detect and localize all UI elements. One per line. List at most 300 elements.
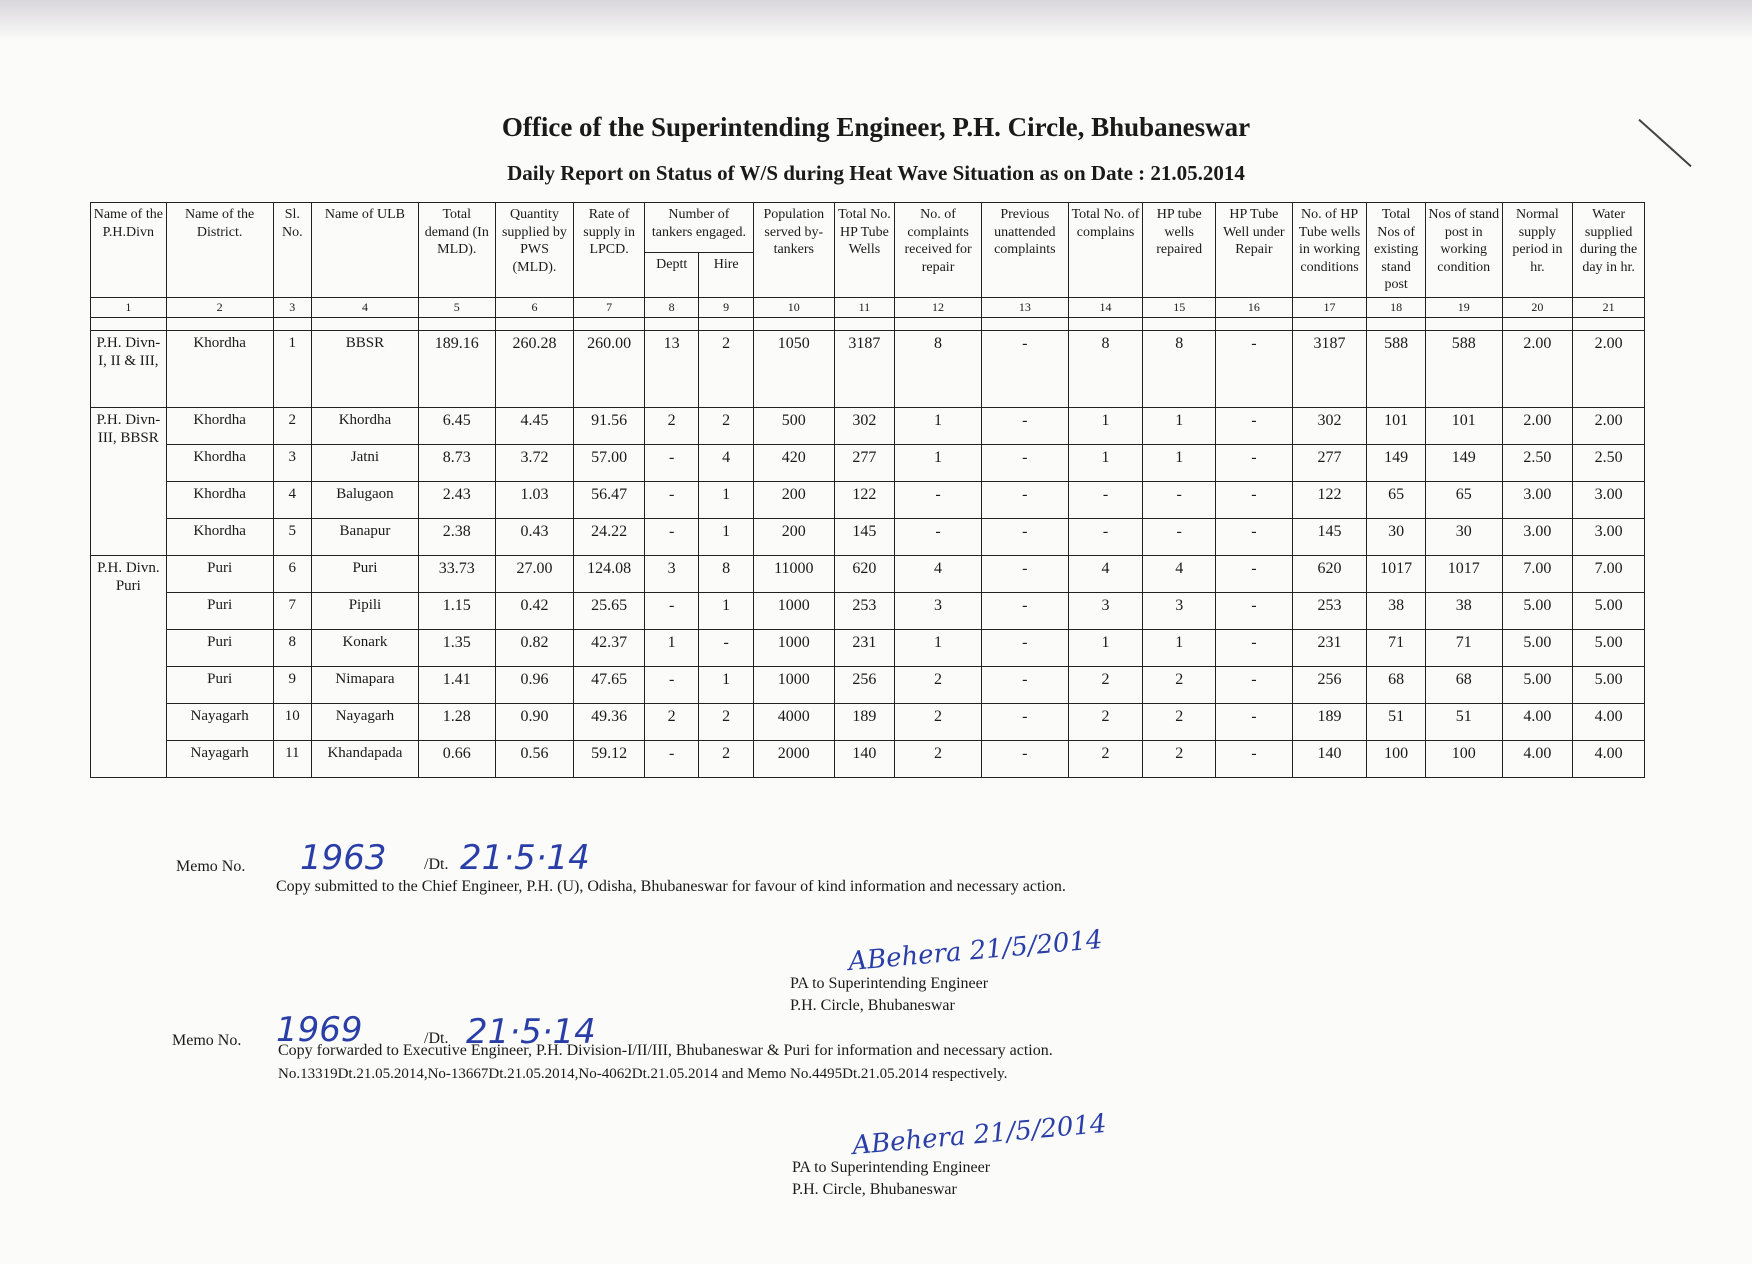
table-cell: 3: [273, 444, 311, 481]
table-cell: 1000: [753, 592, 834, 629]
column-index-cell: 18: [1367, 297, 1426, 317]
table-cell: 124.08: [574, 555, 645, 592]
table-cell: 8: [273, 629, 311, 666]
header-cell: Name of the District.: [166, 203, 273, 298]
table-cell: 25.65: [574, 592, 645, 629]
table-cell: 0.96: [495, 666, 574, 703]
table-cell: Nayagarh: [166, 703, 273, 740]
blank-cell: [1573, 317, 1645, 330]
header-cell: No. of complaints received for repair: [895, 203, 982, 298]
table-cell: 620: [834, 555, 895, 592]
division-cell: P.H. Divn-I, II & III,: [91, 330, 167, 407]
table-cell: -: [1216, 703, 1293, 740]
table-cell: -: [1216, 740, 1293, 777]
table-cell: 42.37: [574, 629, 645, 666]
table-cell: 1: [699, 481, 754, 518]
column-index-cell: 17: [1292, 297, 1367, 317]
table-cell: 6: [273, 555, 311, 592]
memo2-text-1: Copy forwarded to Executive Engineer, P.H. Division-I/II/III, Bhubaneswar & Puri for information and necessary action.: [278, 1042, 1053, 1059]
blank-cell: [311, 317, 418, 330]
table-cell: 4.45: [495, 407, 574, 444]
table-cell: 260.28: [495, 330, 574, 407]
column-index-cell: 4: [311, 297, 418, 317]
memo2-label: Memo No.: [172, 1032, 242, 1049]
blank-cell: [495, 317, 574, 330]
blank-cell: [1425, 317, 1502, 330]
table-cell: -: [981, 703, 1068, 740]
table-cell: 4.00: [1573, 703, 1645, 740]
table-cell: 260.00: [574, 330, 645, 407]
table-cell: 3.00: [1502, 481, 1573, 518]
table-cell: 1: [1068, 407, 1143, 444]
table-cell: -: [895, 518, 982, 555]
table-cell: 101: [1425, 407, 1502, 444]
table-cell: 1000: [753, 629, 834, 666]
table-cell: Banapur: [311, 518, 418, 555]
blank-cell: [981, 317, 1068, 330]
table-cell: 2: [1068, 703, 1143, 740]
table-cell: -: [981, 518, 1068, 555]
table-cell: Nayagarh: [166, 740, 273, 777]
table-cell: Nimapara: [311, 666, 418, 703]
memo1-number: 1963: [300, 838, 387, 878]
header-cell: Total No. HP Tube Wells: [834, 203, 895, 298]
table-cell: 145: [1292, 518, 1367, 555]
table-cell: 49.36: [574, 703, 645, 740]
column-index-cell: 8: [644, 297, 698, 317]
table-cell: 2: [699, 407, 754, 444]
memo1-text: Copy submitted to the Chief Engineer, P.H. (U), Odisha, Bhubaneswar for favour of kind information and necessary action.: [276, 878, 1066, 895]
table-cell: Pipili: [311, 592, 418, 629]
table-cell: 56.47: [574, 481, 645, 518]
table-cell: 1.28: [418, 703, 495, 740]
table-cell: 5.00: [1573, 629, 1645, 666]
table-cell: 4: [1143, 555, 1216, 592]
column-index-cell: 3: [273, 297, 311, 317]
blank-cell: [1068, 317, 1143, 330]
table-cell: 33.73: [418, 555, 495, 592]
header-cell: Nos of stand post in working condition: [1425, 203, 1502, 298]
table-cell: 0.43: [495, 518, 574, 555]
signatory-2-office: P.H. Circle, Bhubaneswar: [792, 1180, 957, 1198]
table-cell: 1: [699, 666, 754, 703]
table-row: [91, 703, 1645, 740]
table-cell: Khordha: [166, 518, 273, 555]
table-row: [91, 518, 1645, 555]
table-cell: 4.00: [1573, 740, 1645, 777]
table-row: [91, 740, 1645, 777]
table-cell: -: [981, 592, 1068, 629]
table-cell: 9: [273, 666, 311, 703]
table-cell: 5.00: [1573, 666, 1645, 703]
division-cell: P.H. Divn-III, BBSR: [91, 407, 167, 555]
table-cell: 27.00: [495, 555, 574, 592]
table-cell: 0.66: [418, 740, 495, 777]
table-cell: -: [981, 407, 1068, 444]
table-cell: Puri: [166, 592, 273, 629]
table-cell: 189: [834, 703, 895, 740]
table-cell: 1017: [1425, 555, 1502, 592]
table-cell: 2: [895, 666, 982, 703]
table-cell: -: [1216, 407, 1293, 444]
table-cell: 277: [834, 444, 895, 481]
table-cell: 24.22: [574, 518, 645, 555]
table-cell: 1: [1143, 629, 1216, 666]
table-cell: 100: [1367, 740, 1426, 777]
table-cell: -: [981, 444, 1068, 481]
blank-cell: [1367, 317, 1426, 330]
table-cell: 7: [273, 592, 311, 629]
table-cell: 1: [1068, 444, 1143, 481]
header-cell: Name of the P.H.Divn: [91, 203, 167, 298]
table-cell: -: [1143, 518, 1216, 555]
table-cell: 5.00: [1573, 592, 1645, 629]
header-cell: HP Tube Well under Repair: [1216, 203, 1293, 298]
table-cell: 91.56: [574, 407, 645, 444]
memo1-date: 21·5·14: [460, 838, 590, 878]
signatory-1-office: P.H. Circle, Bhubaneswar: [790, 996, 955, 1014]
table-cell: 3: [1068, 592, 1143, 629]
header-cell: Name of ULB: [311, 203, 418, 298]
table-cell: 122: [1292, 481, 1367, 518]
table-cell: -: [644, 481, 698, 518]
table-cell: -: [1216, 666, 1293, 703]
signatory-1-title: PA to Superintending Engineer: [790, 975, 989, 992]
table-cell: BBSR: [311, 330, 418, 407]
table-cell: 2: [1143, 740, 1216, 777]
memo1-dt-label: /Dt.: [424, 856, 449, 873]
table-cell: 3: [895, 592, 982, 629]
header-cell: Population served by- tankers: [753, 203, 834, 298]
header-cell: Total No. of complains: [1068, 203, 1143, 298]
blank-cell: [753, 317, 834, 330]
table-cell: 4: [1068, 555, 1143, 592]
table-cell: 1017: [1367, 555, 1426, 592]
blank-cell: [895, 317, 982, 330]
header-cell: Total demand (In MLD).: [418, 203, 495, 298]
table-cell: 1: [895, 407, 982, 444]
table-cell: Khordha: [166, 330, 273, 407]
column-index-cell: 20: [1502, 297, 1573, 317]
table-cell: 149: [1425, 444, 1502, 481]
header-row: [91, 203, 1645, 253]
table-cell: -: [644, 740, 698, 777]
table-cell: 2: [1143, 703, 1216, 740]
table-cell: Puri: [166, 666, 273, 703]
table-cell: 200: [753, 518, 834, 555]
blank-cell: [1216, 317, 1293, 330]
table-cell: 2: [644, 703, 698, 740]
column-index-cell: 19: [1425, 297, 1502, 317]
table-cell: 140: [1292, 740, 1367, 777]
blank-cell: [834, 317, 895, 330]
table-cell: 189: [1292, 703, 1367, 740]
table-cell: 2: [699, 703, 754, 740]
table-cell: -: [1216, 592, 1293, 629]
memo2-text-2: No.13319Dt.21.05.2014,No-13667Dt.21.05.2014,No-4062Dt.21.05.2014 and Memo No.4495Dt.21.05.2014 respectively.: [278, 1066, 1008, 1082]
header-cell: Total Nos of existing stand post: [1367, 203, 1426, 298]
table-cell: 1: [1143, 444, 1216, 481]
column-index-cell: 6: [495, 297, 574, 317]
table-cell: 5: [273, 518, 311, 555]
table-cell: 65: [1425, 481, 1502, 518]
table-row: [91, 407, 1645, 444]
table-cell: 59.12: [574, 740, 645, 777]
table-cell: -: [981, 666, 1068, 703]
table-cell: 588: [1425, 330, 1502, 407]
header-cell: Water supplied during the day in hr.: [1573, 203, 1645, 298]
table-row: [91, 629, 1645, 666]
table-cell: 256: [1292, 666, 1367, 703]
table-cell: -: [1068, 518, 1143, 555]
column-index-row: [91, 297, 1645, 317]
table-cell: 0.90: [495, 703, 574, 740]
table-cell: 11000: [753, 555, 834, 592]
table-cell: 8: [699, 555, 754, 592]
table-cell: Khordha: [311, 407, 418, 444]
table-cell: 0.42: [495, 592, 574, 629]
header-cell: No. of HP Tube wells in working conditions: [1292, 203, 1367, 298]
table-row: [91, 444, 1645, 481]
table-cell: 51: [1425, 703, 1502, 740]
table-cell: 1050: [753, 330, 834, 407]
column-index-cell: 21: [1573, 297, 1645, 317]
table-cell: -: [981, 629, 1068, 666]
status-table: [90, 202, 1645, 778]
table-cell: -: [1143, 481, 1216, 518]
table-cell: 8: [1143, 330, 1216, 407]
table-cell: 71: [1425, 629, 1502, 666]
column-index-cell: 10: [753, 297, 834, 317]
table-cell: 277: [1292, 444, 1367, 481]
column-index-cell: 5: [418, 297, 495, 317]
table-cell: 4: [273, 481, 311, 518]
blank-cell: [1502, 317, 1573, 330]
table-cell: 2: [273, 407, 311, 444]
table-cell: 620: [1292, 555, 1367, 592]
table-cell: 1: [895, 629, 982, 666]
table-cell: 57.00: [574, 444, 645, 481]
table-cell: 1: [699, 592, 754, 629]
table-cell: 11: [273, 740, 311, 777]
column-index-cell: 7: [574, 297, 645, 317]
table-cell: 2: [699, 330, 754, 407]
signature-1: ABehera 21/5/2014: [847, 924, 1104, 978]
table-cell: 4.00: [1502, 703, 1573, 740]
table-cell: 47.65: [574, 666, 645, 703]
blank-cell: [1143, 317, 1216, 330]
table-row: [91, 555, 1645, 592]
table-cell: 1.35: [418, 629, 495, 666]
table-row: [91, 666, 1645, 703]
table-cell: 101: [1367, 407, 1426, 444]
table-cell: 65: [1367, 481, 1426, 518]
table-cell: 30: [1425, 518, 1502, 555]
table-cell: Khordha: [166, 407, 273, 444]
table-cell: 145: [834, 518, 895, 555]
header-cell: Previous unattended complaints: [981, 203, 1068, 298]
table-cell: Puri: [166, 629, 273, 666]
column-index-cell: 1: [91, 297, 167, 317]
table-cell: 302: [1292, 407, 1367, 444]
table-cell: 2.43: [418, 481, 495, 518]
table-cell: 3: [644, 555, 698, 592]
table-cell: 68: [1367, 666, 1426, 703]
table-cell: 3187: [1292, 330, 1367, 407]
table-cell: 8: [895, 330, 982, 407]
table-cell: -: [1216, 518, 1293, 555]
table-cell: 3.00: [1502, 518, 1573, 555]
table-cell: Balugaon: [311, 481, 418, 518]
table-cell: 3.72: [495, 444, 574, 481]
table-cell: 2: [1068, 740, 1143, 777]
table-cell: 7.00: [1573, 555, 1645, 592]
table-cell: 231: [1292, 629, 1367, 666]
header-cell: Rate of supply in LPCD.: [574, 203, 645, 298]
table-cell: -: [1216, 555, 1293, 592]
division-cell: P.H. Divn. Puri: [91, 555, 167, 777]
table-cell: 588: [1367, 330, 1426, 407]
blank-row: [91, 317, 1645, 330]
signatory-2: [792, 1157, 990, 1200]
office-title: Office of the Superintending Engineer, P.H. Circle, Bhubaneswar: [501, 112, 1251, 142]
table-cell: 1.03: [495, 481, 574, 518]
table-cell: 1.41: [418, 666, 495, 703]
table-cell: -: [1216, 330, 1293, 407]
table-cell: -: [981, 740, 1068, 777]
blank-cell: [1292, 317, 1367, 330]
table-cell: 2000: [753, 740, 834, 777]
table-cell: 51: [1367, 703, 1426, 740]
table-cell: 1: [273, 330, 311, 407]
memo1-label: Memo No.: [176, 858, 246, 875]
signatory-1: [790, 973, 988, 1016]
table-cell: 200: [753, 481, 834, 518]
table-cell: 6.45: [418, 407, 495, 444]
table-cell: 1: [1068, 629, 1143, 666]
table-cell: Konark: [311, 629, 418, 666]
blank-cell: [574, 317, 645, 330]
column-index-cell: 2: [166, 297, 273, 317]
table-cell: -: [895, 481, 982, 518]
table-cell: 2.00: [1573, 407, 1645, 444]
table-cell: -: [1068, 481, 1143, 518]
table-cell: 253: [1292, 592, 1367, 629]
blank-cell: [91, 317, 167, 330]
table-cell: 8.73: [418, 444, 495, 481]
table-cell: 1: [895, 444, 982, 481]
table-cell: 4000: [753, 703, 834, 740]
table-cell: -: [1216, 481, 1293, 518]
table-cell: 2.50: [1502, 444, 1573, 481]
table-cell: 231: [834, 629, 895, 666]
table-cell: 68: [1425, 666, 1502, 703]
table-cell: 149: [1367, 444, 1426, 481]
header-cell: Normal supply period in hr.: [1502, 203, 1573, 298]
table-cell: Puri: [166, 555, 273, 592]
table-cell: 122: [834, 481, 895, 518]
table-cell: 1: [699, 518, 754, 555]
blank-cell: [644, 317, 698, 330]
column-index-cell: 15: [1143, 297, 1216, 317]
table-cell: 2: [644, 407, 698, 444]
header-cell: Hire: [699, 252, 754, 297]
table-cell: 71: [1367, 629, 1426, 666]
table-cell: 2: [699, 740, 754, 777]
table-cell: -: [699, 629, 754, 666]
table-cell: 140: [834, 740, 895, 777]
table-cell: 256: [834, 666, 895, 703]
blank-cell: [166, 317, 273, 330]
header-cell: Sl. No.: [273, 203, 311, 298]
header-cell: Quantity supplied by PWS (MLD).: [495, 203, 574, 298]
table-cell: -: [644, 592, 698, 629]
table-cell: 1.15: [418, 592, 495, 629]
blank-cell: [418, 317, 495, 330]
memo2-date: 21·5·14: [466, 1012, 596, 1052]
table-cell: 4.00: [1502, 740, 1573, 777]
table-cell: 38: [1367, 592, 1426, 629]
table-cell: 0.82: [495, 629, 574, 666]
scan-edge: [0, 0, 1752, 40]
table-row: [91, 481, 1645, 518]
signatory-2-title: PA to Superintending Engineer: [792, 1159, 991, 1176]
table-cell: 5.00: [1502, 592, 1573, 629]
table-cell: -: [1216, 444, 1293, 481]
header-cell: Number of tankers engaged.: [644, 203, 753, 253]
table-cell: 302: [834, 407, 895, 444]
table-row: [91, 330, 1645, 407]
table-cell: 4: [895, 555, 982, 592]
table-cell: 10: [273, 703, 311, 740]
table-cell: -: [644, 518, 698, 555]
table-cell: -: [1216, 629, 1293, 666]
signature-2: ABehera 21/5/2014: [851, 1108, 1108, 1162]
column-index-cell: 11: [834, 297, 895, 317]
table-cell: 420: [753, 444, 834, 481]
table-cell: Jatni: [311, 444, 418, 481]
memo2-number: 1969: [276, 1010, 363, 1050]
table-cell: 100: [1425, 740, 1502, 777]
table-cell: 2.50: [1573, 444, 1645, 481]
column-index-cell: 13: [981, 297, 1068, 317]
table-cell: 7.00: [1502, 555, 1573, 592]
table-cell: 5.00: [1502, 629, 1573, 666]
table-cell: -: [981, 330, 1068, 407]
table-cell: 2.00: [1573, 330, 1645, 407]
table-cell: 2: [1068, 666, 1143, 703]
table-cell: 2.00: [1502, 407, 1573, 444]
table-cell: Khandapada: [311, 740, 418, 777]
table-cell: -: [981, 481, 1068, 518]
table-cell: Puri: [311, 555, 418, 592]
table-cell: 0.56: [495, 740, 574, 777]
table-cell: -: [644, 666, 698, 703]
header-cell: HP tube wells repaired: [1143, 203, 1216, 298]
table-cell: 8: [1068, 330, 1143, 407]
table-row: [91, 592, 1645, 629]
blank-cell: [273, 317, 311, 330]
table-cell: 2.38: [418, 518, 495, 555]
table-cell: Khordha: [166, 444, 273, 481]
table-cell: 1: [1143, 407, 1216, 444]
table-cell: 30: [1367, 518, 1426, 555]
table-cell: 3: [1143, 592, 1216, 629]
table-cell: 1: [644, 629, 698, 666]
table-cell: 500: [753, 407, 834, 444]
report-title: Daily Report on Status of W/S during Heat Wave Situation as on Date : 21.05.2014: [507, 161, 1245, 185]
table-cell: 2: [1143, 666, 1216, 703]
